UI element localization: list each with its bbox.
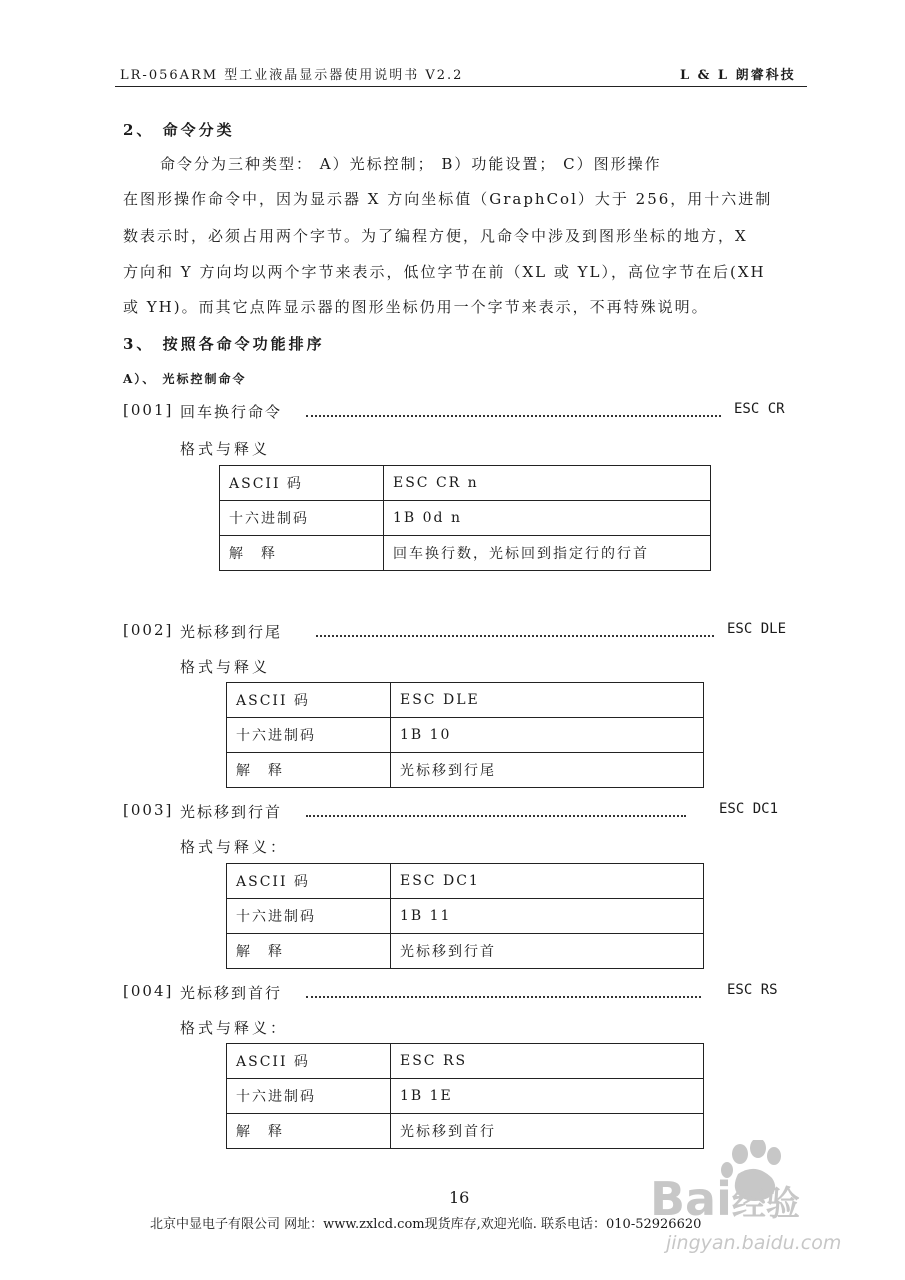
leader-dots (306, 984, 701, 998)
table-value: ESC RS (391, 1044, 704, 1079)
table-value: 光标移到首行 (391, 1114, 704, 1149)
baidu-watermark (630, 1140, 870, 1275)
table-key: ASCII 码 (227, 864, 391, 899)
table-row (227, 753, 704, 788)
table-row (227, 899, 704, 934)
footer-contact: 北京中显电子有限公司 网址：www.zxlcd.com现货库存,欢迎光临. 联系电话：010-52926620 (150, 1217, 702, 1232)
command-number: [002] (123, 621, 174, 639)
table-row (227, 1044, 704, 1079)
command-entry (123, 982, 805, 1004)
command-code: ESC RS (727, 982, 778, 998)
format-label: 格式与释义 (180, 440, 271, 458)
watermark-brand: Bai (650, 1172, 732, 1226)
table-row (227, 934, 704, 969)
table-value: ESC DLE (391, 683, 704, 718)
format-label: 格式与释义： (180, 838, 289, 856)
command-code: ESC CR (734, 401, 785, 417)
format-table (219, 465, 711, 571)
leader-dots (316, 623, 714, 637)
table-key: 解 释 (227, 934, 391, 969)
table-key: 解 释 (220, 536, 384, 571)
table-row (220, 536, 711, 571)
document-title: LR-056ARM 型工业液晶显示器使用说明书 V2.2 (120, 68, 464, 83)
table-value: 光标移到行首 (391, 934, 704, 969)
table-row (227, 864, 704, 899)
paragraph-line: 数表示时，必须占用两个字节。为了编程方便，凡命令中涉及到图形坐标的地方，X (123, 227, 748, 245)
command-number: [004] (123, 982, 174, 1000)
table-key: 解 释 (227, 753, 391, 788)
command-entry (123, 801, 805, 823)
command-title: 光标移到首行 (180, 984, 283, 1002)
table-value: 1B 10 (391, 718, 704, 753)
table-value: 光标移到行尾 (391, 753, 704, 788)
format-table (226, 682, 704, 788)
table-value: ESC CR n (384, 466, 711, 501)
table-key: 十六进制码 (227, 899, 391, 934)
table-value: 1B 11 (391, 899, 704, 934)
table-key: ASCII 码 (227, 1044, 391, 1079)
leader-dots (306, 803, 686, 817)
command-code: ESC DLE (727, 621, 787, 637)
paragraph-line: 或 YH)。而其它点阵显示器的图形坐标仍用一个字节来表示，不再特殊说明。 (123, 298, 709, 316)
table-row (220, 466, 711, 501)
table-key: 十六进制码 (227, 718, 391, 753)
format-label: 格式与释义： (180, 1019, 289, 1037)
command-number: [003] (123, 801, 174, 819)
table-key: 十六进制码 (220, 501, 384, 536)
subsection-heading: A）、 光标控制命令 (123, 372, 247, 386)
paragraph-line: 命令分为三种类型： A）光标控制； B）功能设置； C）图形操作 (160, 155, 662, 173)
table-value: 回车换行数，光标回到指定行的行首 (384, 536, 711, 571)
leader-dots (306, 403, 721, 417)
table-key: ASCII 码 (227, 683, 391, 718)
header-rule (115, 86, 807, 87)
table-row (220, 501, 711, 536)
command-title: 光标移到行尾 (180, 623, 283, 641)
table-key: ASCII 码 (220, 466, 384, 501)
table-key: 解 释 (227, 1114, 391, 1149)
command-entry (123, 401, 805, 423)
paragraph-line: 在图形操作命令中，因为显示器 X 方向坐标值（GraphCol）大于 256，用十六进制 (123, 190, 773, 208)
format-table (226, 863, 704, 969)
command-code: ESC DC1 (719, 801, 779, 817)
command-title: 光标移到行首 (180, 803, 283, 821)
table-value: ESC DC1 (391, 864, 704, 899)
section-2-heading: 2、 命令分类 (123, 121, 235, 139)
table-row (227, 718, 704, 753)
company-name: L & L 朗睿科技 (680, 68, 796, 83)
watermark-brand-tail: 经验 (731, 1184, 800, 1224)
table-key: 十六进制码 (227, 1079, 391, 1114)
format-label: 格式与释义 (180, 658, 271, 676)
watermark-url: jingyan.baidu.com (666, 1232, 842, 1254)
page-number: 16 (449, 1188, 470, 1207)
command-entry (123, 621, 805, 643)
command-number: [001] (123, 401, 174, 419)
command-title: 回车换行命令 (180, 403, 283, 421)
paragraph-line: 方向和 Y 方向均以两个字节来表示，低位字节在前（XL 或 YL），高位字节在后(XH (123, 263, 766, 281)
section-3-heading: 3、 按照各命令功能排序 (123, 335, 325, 353)
table-value: 1B 0d n (384, 501, 711, 536)
table-row (227, 1079, 704, 1114)
format-table (226, 1043, 704, 1149)
table-row (227, 683, 704, 718)
table-value: 1B 1E (391, 1079, 704, 1114)
